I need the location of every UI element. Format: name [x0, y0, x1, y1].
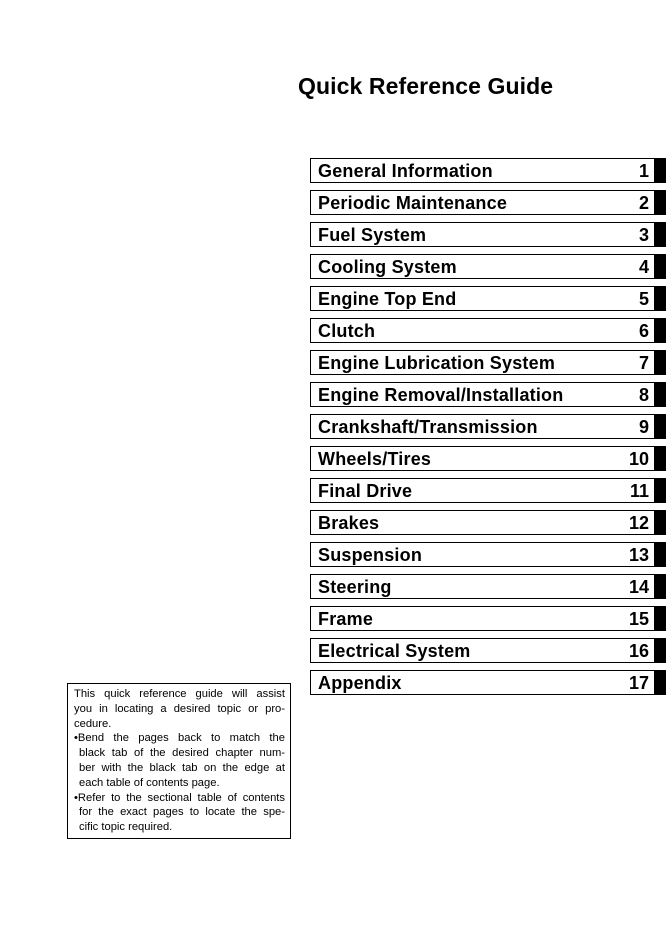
chapter-label: Final Drive: [318, 481, 413, 501]
chapter-number: 13: [628, 545, 649, 565]
chapter-number: 5: [638, 289, 649, 309]
chapter-label: Crankshaft/Transmission: [318, 417, 538, 437]
chapter-entry-general-information[interactable]: [310, 158, 666, 183]
chapter-number: 9: [638, 417, 649, 437]
chapter-entry-final-drive[interactable]: [310, 478, 666, 503]
chapter-label: Electrical System: [318, 641, 471, 661]
chapter-label: Suspension: [318, 545, 423, 565]
chapter-tab[interactable]: [655, 286, 666, 311]
chapter-label: Brakes: [318, 513, 380, 533]
chapter-box: [310, 254, 655, 279]
chapter-box: [310, 350, 655, 375]
chapter-tab[interactable]: [655, 638, 666, 663]
chapter-tab[interactable]: [655, 222, 666, 247]
chapter-number: 8: [638, 385, 649, 405]
chapter-label: Fuel System: [318, 225, 427, 245]
note-line: ber with the black tab on the edge at: [79, 761, 285, 774]
chapter-entry-fuel-system[interactable]: [310, 222, 666, 247]
chapter-entry-engine-lubrication-system[interactable]: [310, 350, 666, 375]
chapter-box: [310, 542, 655, 567]
chapter-entry-engine-removal-installation[interactable]: [310, 382, 666, 407]
chapter-label: Periodic Maintenance: [318, 193, 508, 213]
chapter-entry-appendix[interactable]: [310, 670, 666, 695]
chapter-index: [310, 158, 666, 702]
chapter-entry-engine-top-end[interactable]: [310, 286, 666, 311]
chapter-number: 3: [638, 225, 649, 245]
chapter-box: [310, 318, 655, 343]
chapter-box: [310, 510, 655, 535]
note-line: cedure.: [74, 717, 112, 730]
chapter-box: [310, 670, 655, 695]
chapter-box: [310, 638, 655, 663]
usage-note: [67, 683, 291, 839]
chapter-entry-cooling-system[interactable]: [310, 254, 666, 279]
chapter-entry-clutch[interactable]: [310, 318, 666, 343]
chapter-tab[interactable]: [655, 542, 666, 567]
chapter-entry-electrical-system[interactable]: [310, 638, 666, 663]
chapter-tab[interactable]: [655, 350, 666, 375]
chapter-number: 16: [628, 641, 649, 661]
chapter-box: [310, 606, 655, 631]
chapter-box: [310, 222, 655, 247]
chapter-box: [310, 446, 655, 471]
chapter-label: Engine Lubrication System: [318, 353, 556, 373]
chapter-number: 14: [628, 577, 649, 597]
chapter-label: General Information: [318, 161, 493, 181]
note-line: for the exact pages to locate the spe-: [79, 806, 285, 819]
chapter-entry-frame[interactable]: [310, 606, 666, 631]
chapter-entry-suspension[interactable]: [310, 542, 666, 567]
page-title: Quick Reference Guide: [298, 73, 554, 99]
chapter-entry-periodic-maintenance[interactable]: [310, 190, 666, 215]
chapter-tab[interactable]: [655, 318, 666, 343]
chapter-box: [310, 478, 655, 503]
chapter-label: Steering: [318, 577, 392, 597]
chapter-label: Appendix: [318, 673, 402, 693]
note-line: cific topic required.: [79, 821, 173, 834]
chapter-label: Engine Removal/Installation: [318, 385, 564, 405]
chapter-label: Clutch: [318, 321, 376, 341]
chapter-tab[interactable]: [655, 254, 666, 279]
chapter-entry-wheels-tires[interactable]: [310, 446, 666, 471]
note-line: you in locating a desired topic or pro-: [74, 702, 285, 715]
chapter-tab[interactable]: [655, 414, 666, 439]
chapter-box: [310, 158, 655, 183]
chapter-label: Frame: [318, 609, 374, 629]
chapter-tab[interactable]: [655, 446, 666, 471]
chapter-entry-crankshaft-transmission[interactable]: [310, 414, 666, 439]
chapter-entry-steering[interactable]: [310, 574, 666, 599]
chapter-tab[interactable]: [655, 190, 666, 215]
chapter-number: 15: [628, 609, 649, 629]
chapter-tab[interactable]: [655, 158, 666, 183]
chapter-box: [310, 574, 655, 599]
chapter-label: Engine Top End: [318, 289, 457, 309]
chapter-number: 7: [638, 353, 649, 373]
note-line: •Refer to the sectional table of contents: [74, 791, 285, 804]
chapter-tab[interactable]: [655, 574, 666, 599]
chapter-number: 11: [629, 481, 649, 501]
chapter-box: [310, 382, 655, 407]
chapter-number: 6: [638, 321, 649, 341]
chapter-number: 17: [628, 673, 649, 693]
note-line: •Bend the pages back to match the: [74, 732, 285, 745]
chapter-number: 12: [628, 513, 649, 533]
chapter-label: Cooling System: [318, 257, 457, 277]
chapter-tab[interactable]: [655, 606, 666, 631]
chapter-box: [310, 286, 655, 311]
chapter-number: 10: [628, 449, 649, 469]
chapter-tab[interactable]: [655, 670, 666, 695]
chapter-number: 1: [638, 161, 649, 181]
chapter-entry-brakes[interactable]: [310, 510, 666, 535]
chapter-number: 2: [638, 193, 649, 213]
chapter-label: Wheels/Tires: [318, 449, 432, 469]
chapter-number: 4: [638, 257, 649, 277]
chapter-box: [310, 190, 655, 215]
chapter-box: [310, 414, 655, 439]
note-line: each table of contents page.: [79, 776, 220, 789]
note-line: black tab of the desired chapter num-: [79, 747, 285, 760]
note-line: This quick reference guide will assist: [74, 688, 285, 700]
chapter-tab[interactable]: [655, 478, 666, 503]
chapter-tab[interactable]: [655, 510, 666, 535]
chapter-tab[interactable]: [655, 382, 666, 407]
